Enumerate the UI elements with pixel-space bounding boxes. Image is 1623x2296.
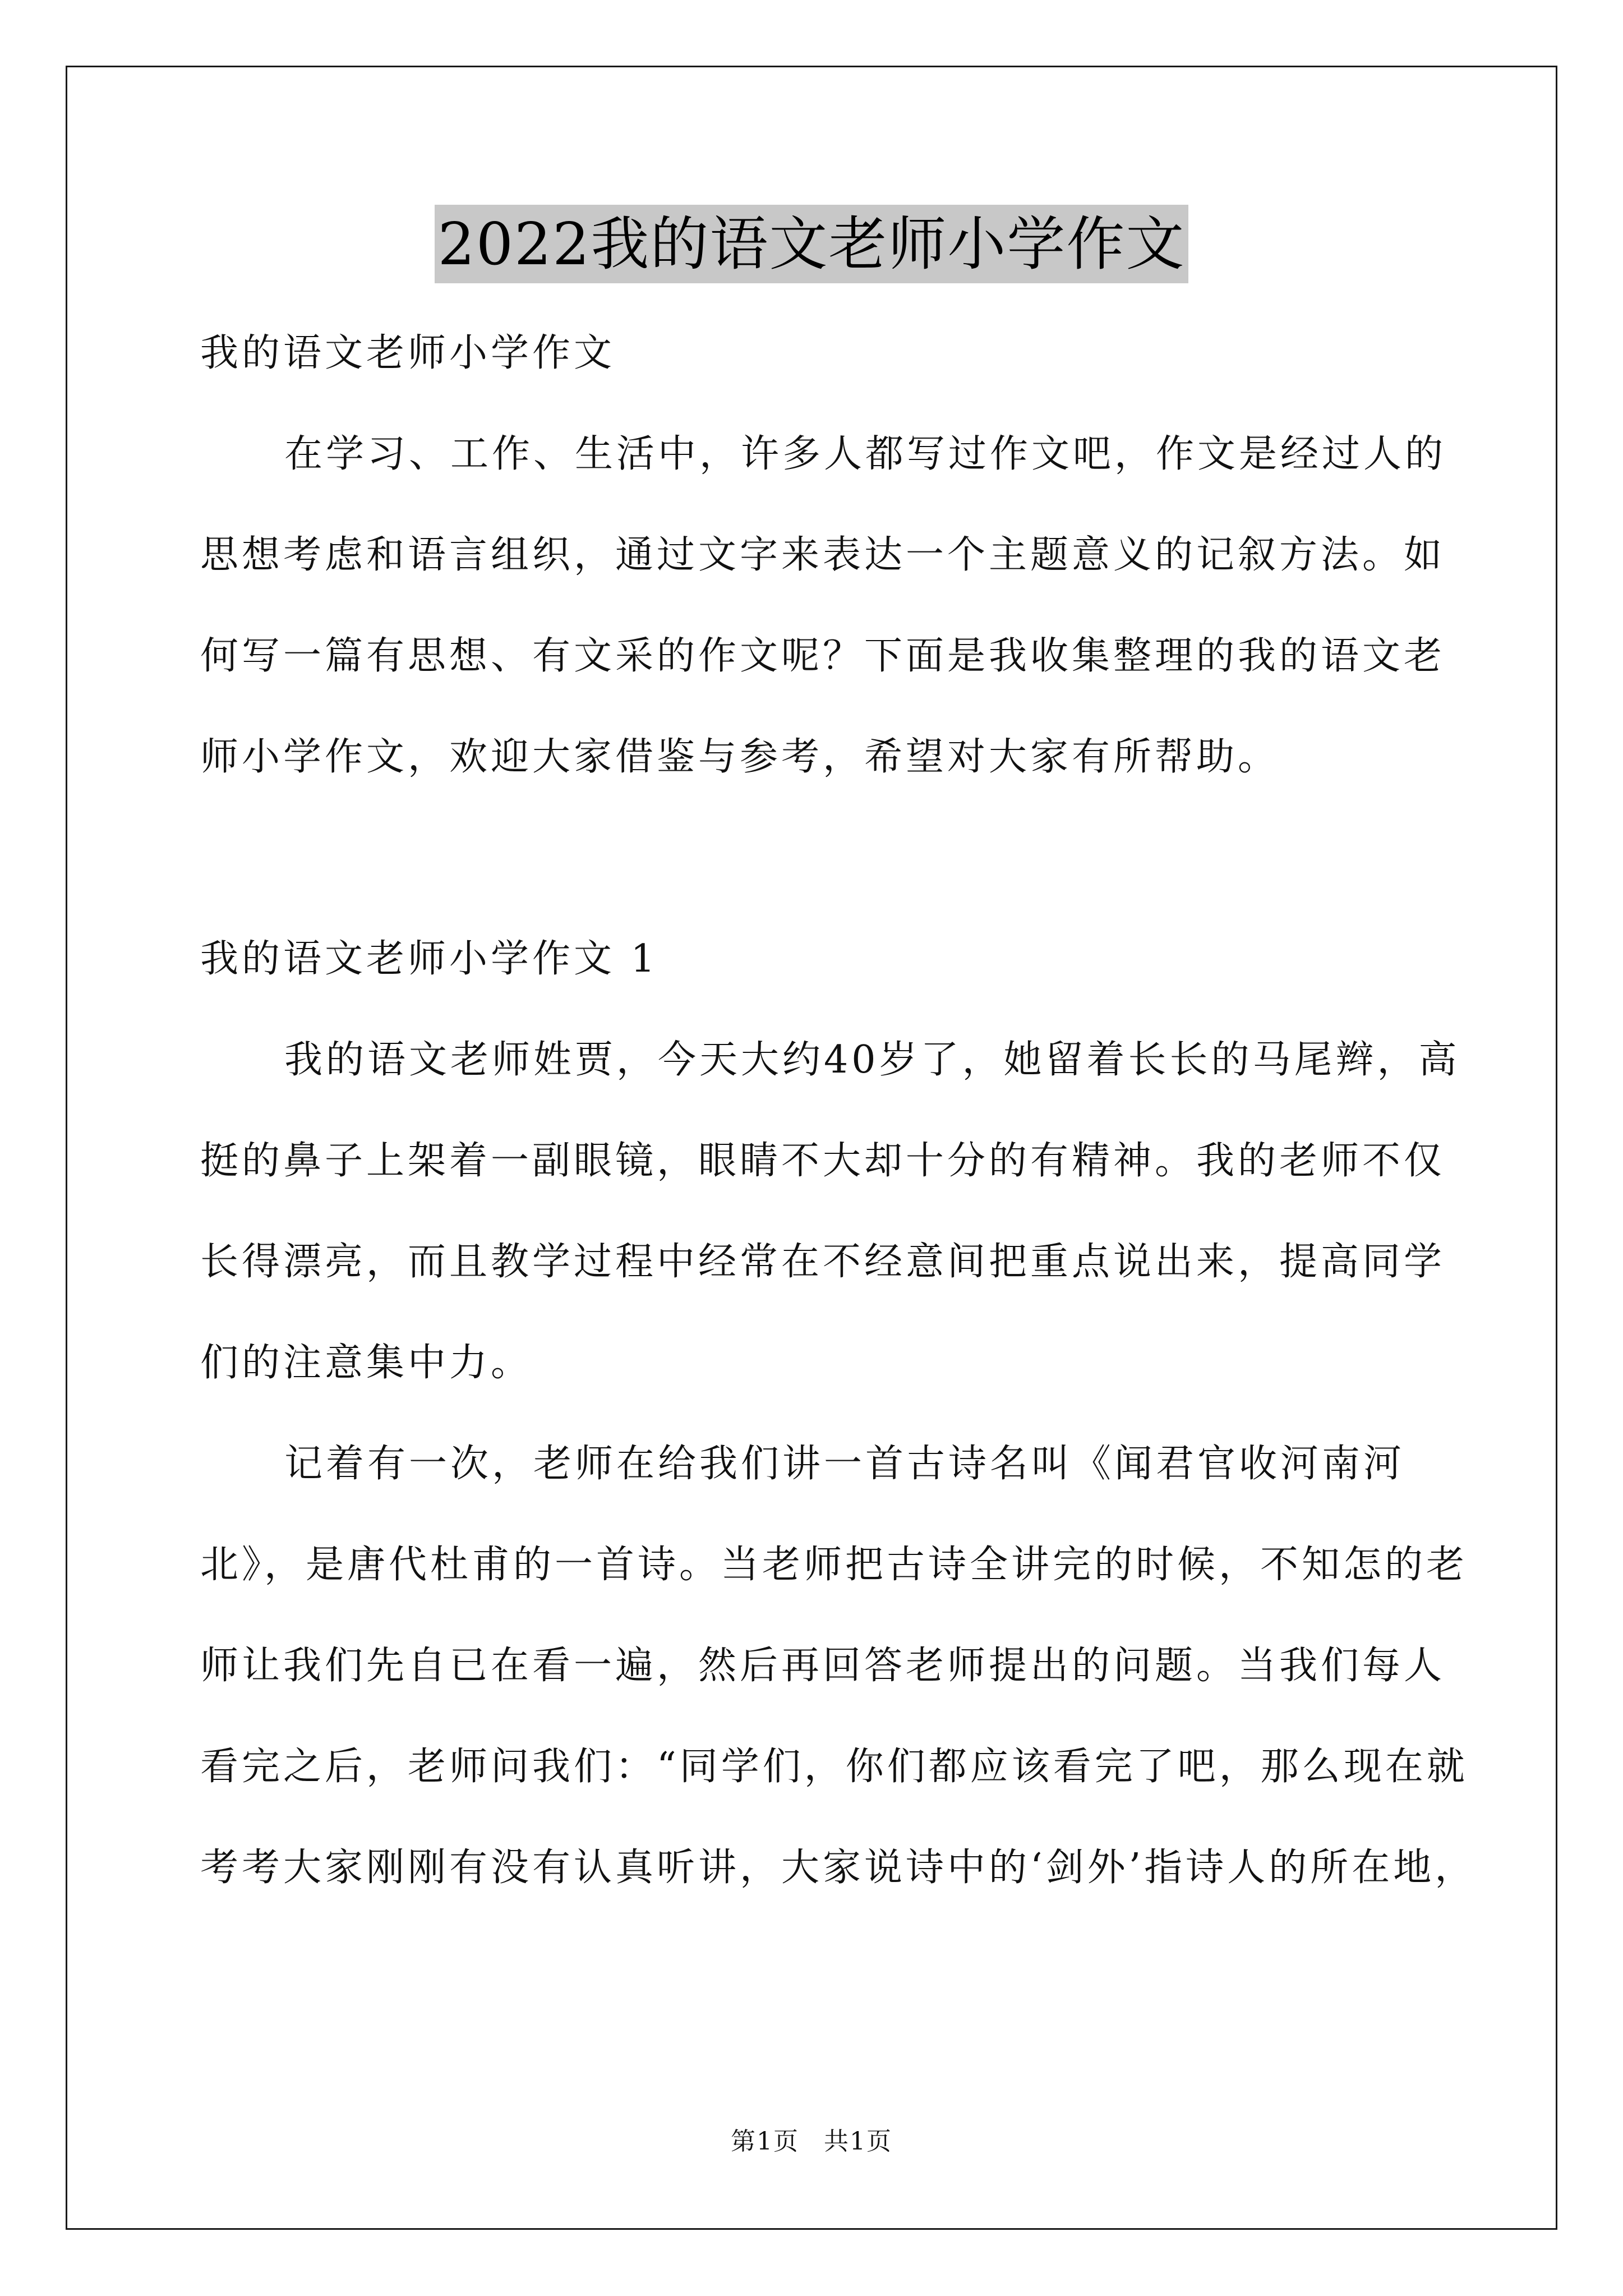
page-footer: [0, 2125, 1623, 2159]
intro-heading: 我的语文老师小学作文: [200, 331, 616, 375]
document-title: 2022我的语文老师小学作文: [435, 205, 1189, 283]
document-body: [200, 303, 1484, 1918]
intro-paragraph: 在学习、工作、生活中，许多人都写过作文吧，作文是经过人的思想考虑和语言组织，通过文字来表达一个主题意义的记叙方法。如何写一篇有思想、有文采的作文呢？下面是我收集整理的我的语文老师小学作文，欢迎大家借鉴与参考，希望对大家有所帮助。: [200, 432, 1447, 779]
page-number-total: 共1页: [824, 2127, 892, 2156]
section-gap: [200, 808, 1484, 909]
section1-heading: 我的语文老师小学作文 1: [200, 937, 658, 981]
title-container: [0, 205, 1623, 283]
section1-paragraph-2: 记着有一次，老师在给我们讲一首古诗名叫《闻君官收河南河北》，是唐代杜甫的一首诗。当老师把古诗全讲完的时候，不知怎的老师让我们先自已在看一遍，然后再回答老师提出的问题。当我们每人看完之后，老师问我们：“同学们，你们都应该看完了吧，那么现在就考考大家刚刚有没有认真听讲，大家说诗中的‘剑外’指诗人的所在地，: [200, 1442, 1477, 1890]
section1-paragraph-1: 我的语文老师姓贾，今天大约40岁了，她留着长长的马尾辫，高挺的鼻子上架着一副眼镜，眼睛不大却十分的有精神。我的老师不仅长得漂亮，而且教学过程中经常在不经意间把重点说出来，提高同学们的注意集中力。: [200, 1038, 1460, 1385]
page-number-current: 第1页: [731, 2127, 799, 2156]
